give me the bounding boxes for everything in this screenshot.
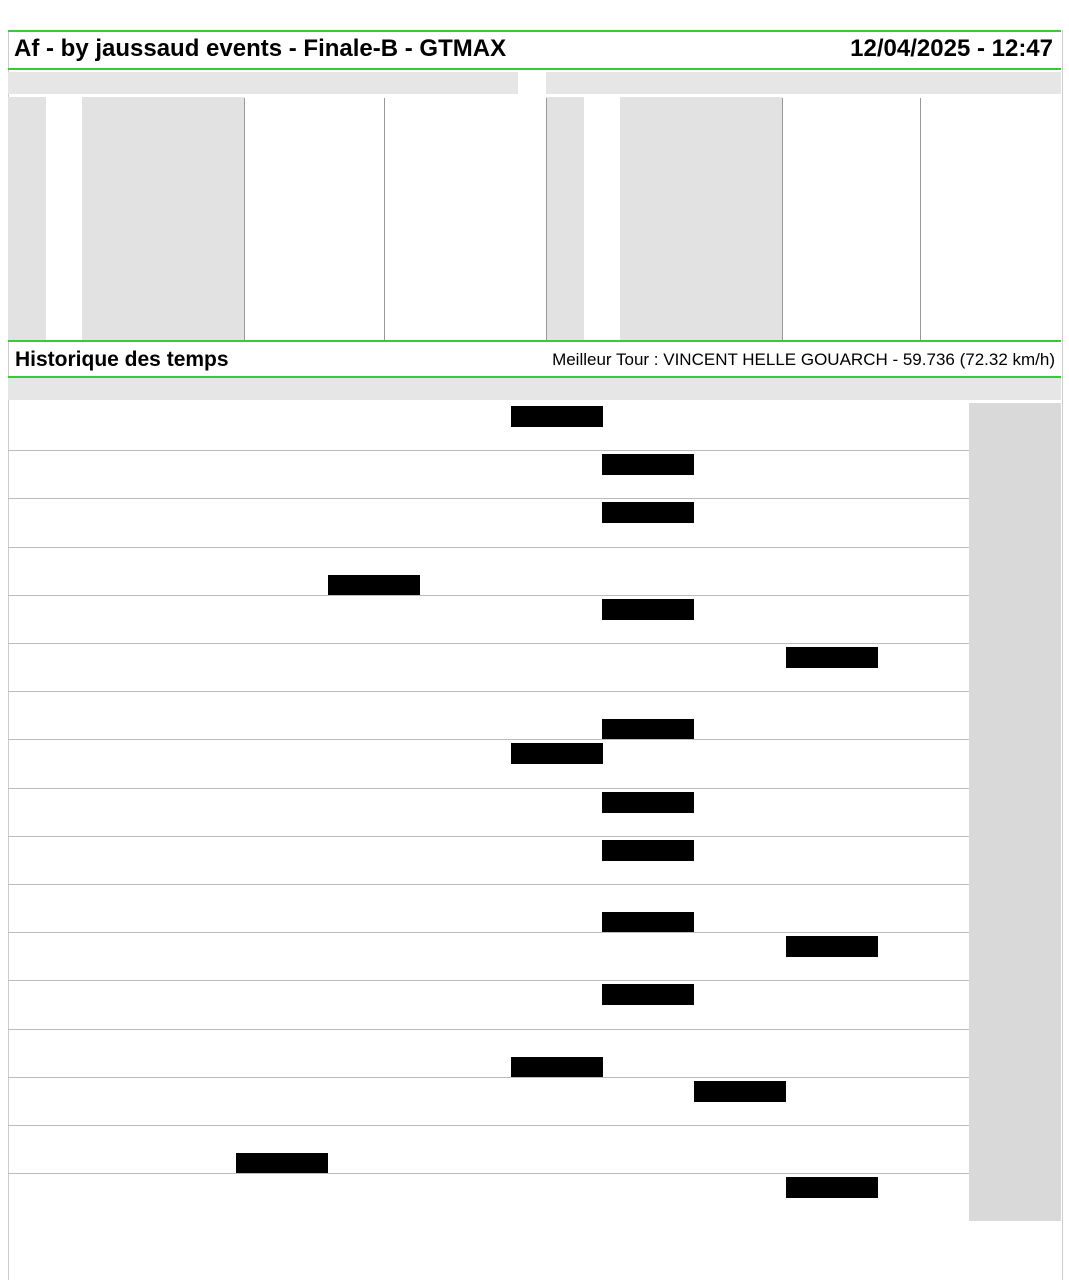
results-header	[8, 32, 1061, 68]
lap-time-cell	[602, 1177, 694, 1198]
lap-time-cell	[419, 430, 511, 451]
lap-time-cell	[328, 888, 420, 909]
lap-time-cell	[419, 936, 511, 957]
lap-time-cell	[877, 984, 969, 1005]
lap-time-cell	[602, 888, 694, 909]
page-title: Af - by jaussaud events - Finale-B - GTMAX	[14, 35, 507, 62]
row-separator	[8, 1077, 969, 1078]
lap-time-cell	[511, 864, 603, 885]
lap-time-cell	[236, 1057, 328, 1078]
best-lap-time-cell	[786, 647, 878, 668]
lap-time-cell	[328, 960, 420, 981]
column-separator	[546, 98, 547, 342]
row-separator	[8, 498, 969, 499]
lap-time-cell	[419, 526, 511, 547]
lap-time-cell	[236, 864, 328, 885]
row-separator	[8, 1029, 969, 1030]
lap-time-cell	[328, 623, 420, 644]
lap-time-cell	[419, 719, 511, 740]
lap-time-cell	[419, 623, 511, 644]
lap-time-cell	[511, 623, 603, 644]
lap-time-cell	[236, 888, 328, 909]
lap-time-cell	[602, 575, 694, 596]
lap-time-cell	[694, 599, 786, 620]
lap-time-cell	[236, 719, 328, 740]
lap-time-cell	[786, 888, 878, 909]
date-time: 12/04/2025 - 12:47	[850, 35, 1053, 62]
lap-time-cell	[511, 840, 603, 861]
lap-time-cell	[877, 599, 969, 620]
lap-time-cell	[236, 551, 328, 572]
lap-time-cell	[511, 816, 603, 837]
best-lap-time-cell	[236, 1153, 328, 1174]
lap-time-cell	[236, 1201, 328, 1222]
lap-time-cell	[511, 1177, 603, 1198]
lap-time-cell	[328, 454, 420, 475]
lap-time-cell	[786, 1033, 878, 1054]
lap-time-cell	[419, 912, 511, 933]
lap-time-cell	[786, 792, 878, 813]
lap-time-cell	[511, 1081, 603, 1102]
lap-time-cell	[602, 695, 694, 716]
lap-time-cell	[602, 743, 694, 764]
lap-time-cell	[328, 864, 420, 885]
lap-time-cell	[328, 695, 420, 716]
lap-time-cell	[328, 502, 420, 523]
lap-time-cell	[511, 430, 603, 451]
lap-time-cell	[236, 984, 328, 1005]
lap-time-cell	[511, 936, 603, 957]
lap-time-cell	[877, 551, 969, 572]
lap-time-cell	[328, 1008, 420, 1029]
lap-time-cell	[236, 792, 328, 813]
lap-time-cell	[602, 526, 694, 547]
lap-time-cell	[328, 1033, 420, 1054]
lap-time-cell	[236, 1177, 328, 1198]
lap-time-cell	[694, 454, 786, 475]
best-lap-time-cell	[511, 406, 603, 427]
lap-time-cell	[511, 551, 603, 572]
row-separator	[8, 691, 969, 692]
lap-time-cell	[419, 1129, 511, 1150]
best-lap-time-cell	[786, 936, 878, 957]
best-lap-time-cell	[602, 912, 694, 933]
lap-time-cell	[511, 888, 603, 909]
lap-time-cell	[511, 478, 603, 499]
lap-time-cell	[419, 840, 511, 861]
best-lap-time-cell	[602, 792, 694, 813]
results-column-shade	[82, 97, 244, 342]
best-lap-time-cell	[602, 840, 694, 861]
lap-time-cell	[511, 1033, 603, 1054]
best-lap-time-cell	[511, 1057, 603, 1078]
lap-time-cell	[786, 454, 878, 475]
best-lap-time-cell	[602, 502, 694, 523]
lap-time-cell	[877, 1177, 969, 1198]
lap-time-cell	[236, 454, 328, 475]
row-separator	[8, 595, 969, 596]
lap-time-cell	[419, 984, 511, 1005]
results-header-row	[546, 72, 1061, 94]
average-column-shade	[969, 403, 1061, 1221]
lap-time-cell	[236, 743, 328, 764]
lap-time-cell	[602, 647, 694, 668]
lap-time-cell	[602, 960, 694, 981]
lap-time-cell	[419, 1177, 511, 1198]
column-separator	[244, 98, 245, 342]
lap-time-cell	[328, 526, 420, 547]
lap-time-cell	[511, 984, 603, 1005]
lap-time-cell	[328, 551, 420, 572]
lap-time-cell	[511, 719, 603, 740]
lap-time-cell	[328, 1081, 420, 1102]
lap-time-cell	[236, 502, 328, 523]
lap-time-cell	[419, 888, 511, 909]
row-separator	[8, 547, 969, 548]
best-lap-time-cell	[602, 719, 694, 740]
row-separator	[8, 450, 969, 451]
lap-time-cell	[786, 743, 878, 764]
best-lap-time-cell	[786, 1177, 878, 1198]
lap-time-cell	[877, 888, 969, 909]
lap-time-cell	[236, 478, 328, 499]
lap-time-cell	[419, 454, 511, 475]
column-separator	[782, 98, 783, 342]
lap-time-cell	[236, 936, 328, 957]
lap-time-cell	[511, 671, 603, 692]
lap-time-cell	[877, 454, 969, 475]
lap-time-cell	[236, 695, 328, 716]
lap-time-cell	[236, 623, 328, 644]
lap-time-cell	[511, 575, 603, 596]
lap-time-cell	[236, 526, 328, 547]
lap-time-cell	[877, 647, 969, 668]
row-separator	[8, 932, 969, 933]
lap-time-cell	[786, 695, 878, 716]
best-lap-time-cell	[602, 599, 694, 620]
row-separator	[8, 884, 969, 885]
lap-time-cell	[236, 960, 328, 981]
lap-time-cell	[328, 599, 420, 620]
lap-time-cell	[602, 478, 694, 499]
lap-time-cell	[236, 1033, 328, 1054]
lap-time-cell	[328, 912, 420, 933]
lap-time-cell	[786, 551, 878, 572]
lap-time-cell	[419, 1008, 511, 1029]
lap-time-cell	[602, 551, 694, 572]
lap-time-cell	[877, 1129, 969, 1150]
lap-time-cell	[511, 647, 603, 668]
lap-time-cell	[877, 840, 969, 861]
results-header-row	[8, 72, 518, 94]
results-column-shade	[620, 97, 782, 342]
lap-time-cell	[419, 406, 511, 427]
best-lap-time-cell	[602, 454, 694, 475]
best-lap-time-cell	[511, 743, 603, 764]
lap-time-cell	[511, 792, 603, 813]
lap-time-cell	[694, 551, 786, 572]
lap-time-cell	[694, 888, 786, 909]
lap-time-cell	[419, 647, 511, 668]
lap-time-cell	[419, 792, 511, 813]
row-separator	[8, 643, 969, 644]
lap-time-cell	[602, 406, 694, 427]
section-divider	[8, 340, 1061, 342]
lap-time-cell	[694, 840, 786, 861]
lap-time-cell	[694, 502, 786, 523]
lap-time-cell	[877, 502, 969, 523]
lap-time-cell	[236, 406, 328, 427]
lap-time-cell	[328, 936, 420, 957]
lap-time-cell	[419, 671, 511, 692]
lap-time-cell	[694, 1129, 786, 1150]
header-divider	[8, 68, 1061, 70]
lap-time-cell	[786, 599, 878, 620]
results-column-shade	[8, 97, 46, 342]
lap-time-cell	[236, 599, 328, 620]
lap-time-cell	[786, 406, 878, 427]
lap-time-cell	[419, 1033, 511, 1054]
column-separator	[920, 98, 921, 342]
lap-time-cell	[328, 840, 420, 861]
lap-time-cell	[419, 1057, 511, 1078]
lap-time-cell	[419, 478, 511, 499]
lap-time-cell	[786, 984, 878, 1005]
lap-time-cell	[511, 454, 603, 475]
lap-time-cell	[236, 647, 328, 668]
lap-time-cell	[511, 502, 603, 523]
best-lap-time-cell	[602, 984, 694, 1005]
lap-time-cell	[236, 1129, 328, 1150]
lap-time-cell	[511, 695, 603, 716]
lap-time-cell	[419, 816, 511, 837]
lap-time-cell	[419, 1081, 511, 1102]
lap-time-cell	[328, 1129, 420, 1150]
lap-time-cell	[419, 743, 511, 764]
lap-time-cell	[511, 599, 603, 620]
lap-time-cell	[602, 864, 694, 885]
lap-time-cell	[236, 816, 328, 837]
best-lap-summary: Meilleur Tour : VINCENT HELLE GOUARCH - 59.736 (72.32 km/h)	[552, 350, 1055, 369]
lap-time-cell	[602, 767, 694, 788]
lap-time-cell	[877, 406, 969, 427]
lap-time-cell	[877, 936, 969, 957]
lap-time-cell	[328, 743, 420, 764]
lap-time-cell	[328, 1057, 420, 1078]
lap-time-cell	[602, 1081, 694, 1102]
lap-time-cell	[328, 719, 420, 740]
lap-time-cell	[236, 1008, 328, 1029]
lap-time-cell	[694, 1033, 786, 1054]
history-title: Historique des temps	[15, 348, 229, 371]
lap-time-cell	[419, 551, 511, 572]
lap-time-cell	[786, 502, 878, 523]
row-separator	[8, 980, 969, 981]
lap-time-cell	[419, 599, 511, 620]
lap-time-cell	[694, 792, 786, 813]
lap-time-cell	[694, 743, 786, 764]
lap-time-cell	[511, 960, 603, 981]
results-column-shade	[546, 97, 584, 342]
lap-time-cell	[786, 840, 878, 861]
lap-time-cell	[877, 1081, 969, 1102]
lap-time-cell	[511, 912, 603, 933]
lap-time-cell	[236, 1081, 328, 1102]
lap-time-cell	[694, 936, 786, 957]
lap-time-cell	[328, 671, 420, 692]
row-separator	[8, 739, 969, 740]
lap-time-cell	[602, 816, 694, 837]
best-lap-time-cell	[694, 1081, 786, 1102]
lap-time-cell	[328, 984, 420, 1005]
lap-time-cell	[419, 960, 511, 981]
lap-time-cell	[236, 840, 328, 861]
lap-time-cell	[877, 792, 969, 813]
lap-time-cell	[602, 671, 694, 692]
lap-time-cell	[328, 816, 420, 837]
lap-time-cell	[419, 695, 511, 716]
lap-time-cell	[511, 1129, 603, 1150]
lap-time-cell	[694, 695, 786, 716]
lap-time-cell	[328, 767, 420, 788]
lap-time-cell	[694, 406, 786, 427]
lap-time-cell	[694, 1177, 786, 1198]
lap-time-cell	[511, 767, 603, 788]
row-separator	[8, 836, 969, 837]
column-separator	[384, 98, 385, 342]
lap-time-cell	[328, 430, 420, 451]
lap-time-cell	[511, 1008, 603, 1029]
row-separator	[8, 1125, 969, 1126]
lap-time-cell	[786, 1129, 878, 1150]
lap-time-cell	[419, 502, 511, 523]
lap-time-cell	[602, 1033, 694, 1054]
lap-time-cell	[877, 743, 969, 764]
lap-time-cell	[602, 1129, 694, 1150]
lap-time-cell	[694, 984, 786, 1005]
lap-time-cell	[328, 406, 420, 427]
lap-time-cell	[694, 647, 786, 668]
lap-time-cell	[328, 792, 420, 813]
lap-time-cell	[419, 864, 511, 885]
history-header-row	[8, 378, 1061, 400]
lap-time-cell	[602, 430, 694, 451]
lap-time-cell	[236, 1105, 328, 1126]
lap-time-cell	[236, 430, 328, 451]
lap-time-cell	[236, 912, 328, 933]
best-lap-time-cell	[328, 575, 420, 596]
lap-time-cell	[236, 575, 328, 596]
lap-time-cell	[602, 936, 694, 957]
lap-time-cell	[602, 623, 694, 644]
lap-time-cell	[236, 671, 328, 692]
lap-time-cell	[328, 1177, 420, 1198]
lap-time-cell	[877, 695, 969, 716]
lap-time-cell	[877, 1033, 969, 1054]
lap-time-cell	[419, 575, 511, 596]
lap-time-cell	[511, 526, 603, 547]
history-spacer	[58, 402, 241, 450]
lap-time-cell	[419, 767, 511, 788]
lap-time-cell	[236, 767, 328, 788]
lap-time-cell	[786, 1081, 878, 1102]
row-separator	[8, 788, 969, 789]
lap-time-cell	[328, 478, 420, 499]
lap-time-cell	[328, 647, 420, 668]
row-separator	[8, 1173, 969, 1174]
